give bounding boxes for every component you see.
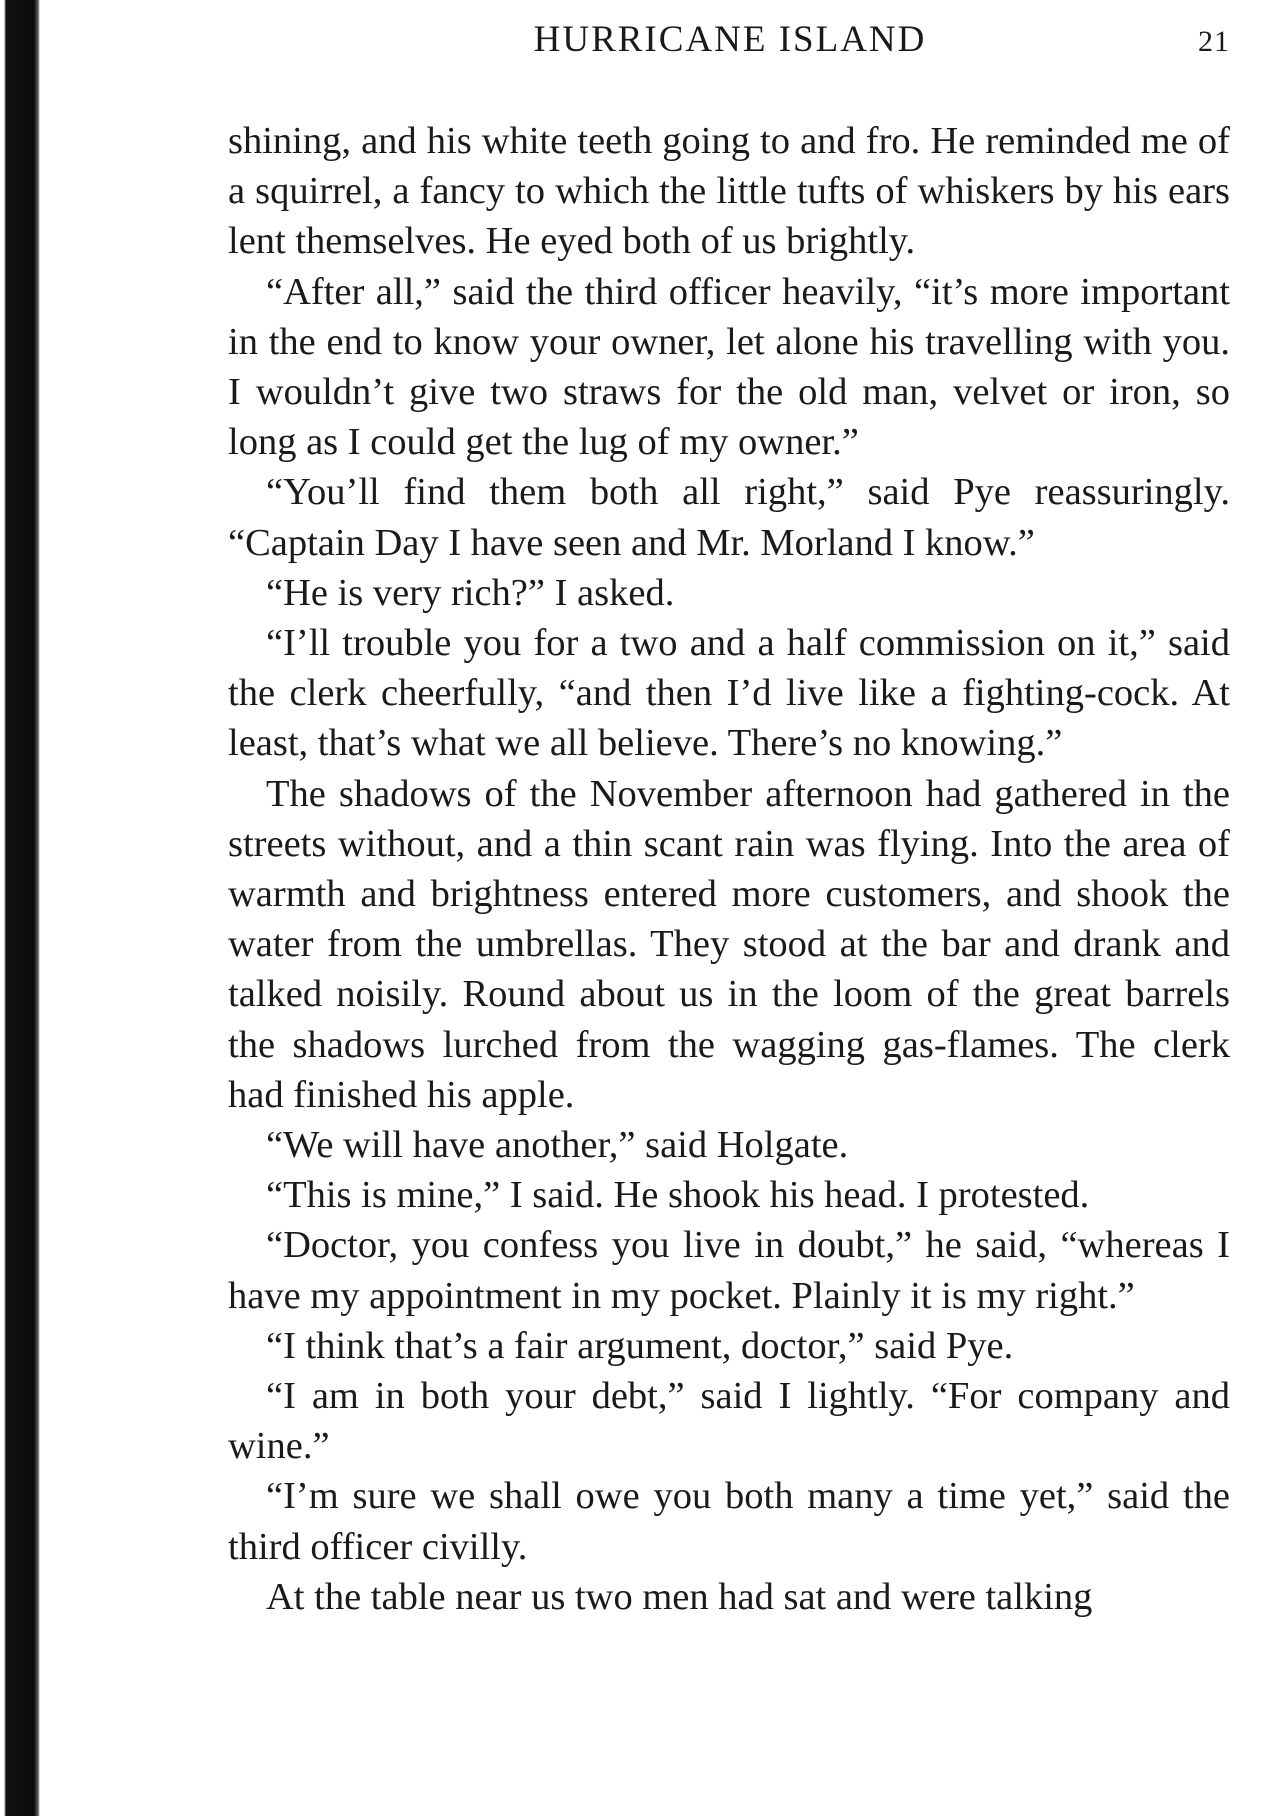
paragraph: “We will have another,” said Holgate. — [266, 1124, 849, 1167]
paragraph: “I am in both your debt,” said I lightly. “For company and wine.” — [228, 1375, 1230, 1468]
paragraph: At the table near us two men had sat and were talking — [266, 1575, 1093, 1618]
paragraph: shining, and his white teeth going to and fro. He reminded me of a squirrel, a fancy to which the little tufts of whiskers by his ears lent themselves. He eyed both of us brightly. — [228, 120, 1230, 263]
running-title: HURRICANE ISLAND — [533, 19, 927, 60]
paragraph: “I’m sure we shall owe you both many a time yet,” said the third officer civilly. — [228, 1475, 1230, 1568]
paragraph: “Doctor, you confess you live in doubt,” he said, “whereas I have my appointment in my pocket. Plainly it is my right.” — [228, 1224, 1230, 1317]
paragraph: “After all,” said the third officer heavily, “it’s more important in the end to know your owner, let alone his travelling with you. I wouldn’t give two straws for the old man, velvet or iron, so long as I could get the lug of my owner.” — [228, 270, 1230, 464]
paragraph: “I’ll trouble you for a two and a half commission on it,” said the clerk cheerfully, “and then I’d live like a fighting-cock. At least, that’s what we all believe. There’s no knowing.” — [228, 622, 1230, 765]
paragraph: “This is mine,” I said. He shook his head. I protested. — [266, 1174, 1090, 1217]
paragraph: The shadows of the November afternoon had gathered in the streets without, and a thin scant rain was flying. Into the area of warmth and brightness entered more customers, and shook the water from the umbrellas. They stood at the bar and drank and talked noisily. Round about us in the loom of the great barrels the shadows lurched from the wagging gas-flames. The clerk had finished his apple. — [228, 772, 1230, 1116]
page-header — [230, 18, 1230, 62]
page-binding-edge — [0, 0, 40, 1816]
paragraph: “You’ll find them both all right,” said Pye reassuringly. “Captain Day I have seen and Mr. Morland I know.” — [228, 471, 1230, 564]
page-number: 21 — [1198, 25, 1230, 58]
paragraph: “He is very rich?” I asked. — [266, 571, 675, 614]
body-text — [228, 116, 1230, 1622]
paragraph: “I think that’s a fair argument, doctor,” said Pye. — [266, 1324, 1014, 1367]
